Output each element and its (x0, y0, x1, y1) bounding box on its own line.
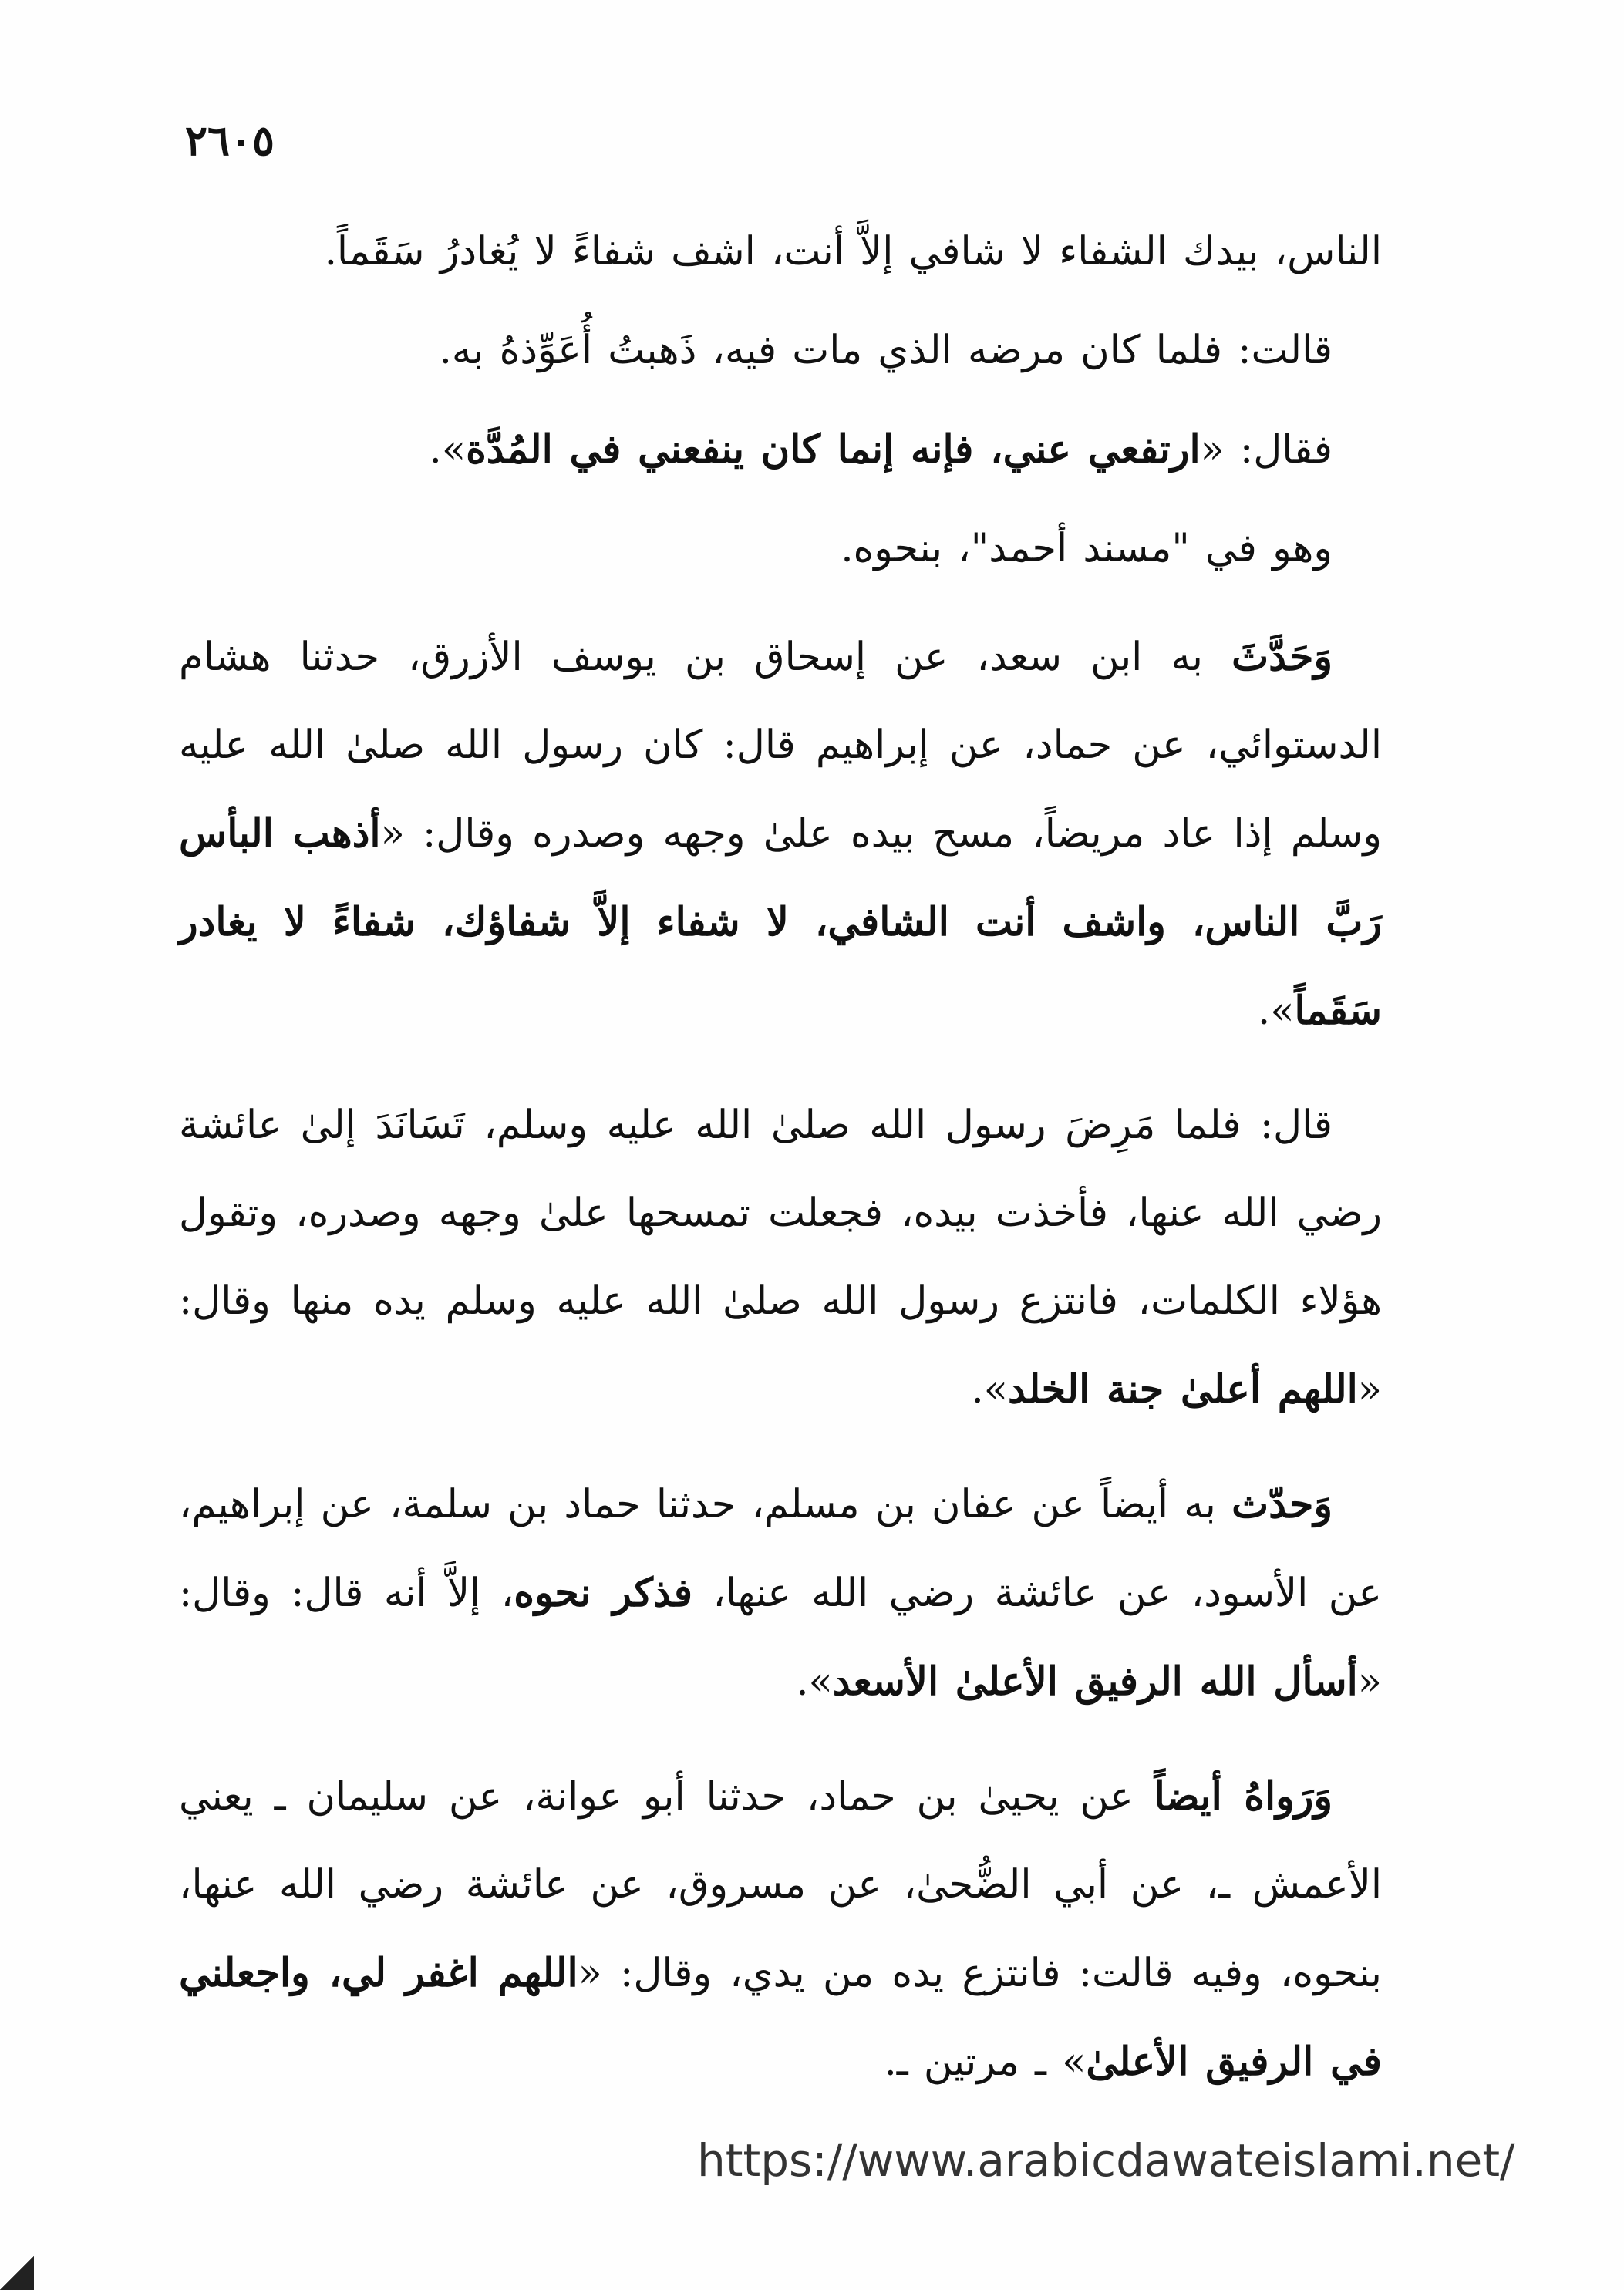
paragraph-4-text: وهو في "مسند أحمد"، بنحوه. (841, 526, 1333, 571)
paragraph-5-text-b: ». (1258, 988, 1295, 1034)
paragraph-4 (179, 505, 1382, 593)
paragraph-6-text-b: ». (971, 1367, 1008, 1413)
paragraph-7-quote: أسأل الله الرفيق الأعلىٰ الأسعد (832, 1659, 1358, 1705)
paragraph-3 (179, 406, 1382, 494)
paragraph-5-lead: وَحَدَّثَ (1231, 634, 1333, 680)
paragraph-5 (179, 613, 1382, 1056)
paragraph-1 (179, 208, 1382, 296)
footer-url: https://www.arabicdawateislami.net/ (697, 2134, 1515, 2187)
paragraph-8 (179, 1753, 1382, 2106)
paragraph-5-quote: أذهب البأس رَبَّ الناس، واشف أنت الشافي، لا شفاء إلاَّ شفاؤك، شفاءً لا يغادر سَقَماً (179, 810, 1382, 1034)
paragraph-7-text-c: ». (796, 1659, 833, 1705)
paragraph-7 (179, 1460, 1382, 1726)
paragraph-7-lead: وَحدّث (1231, 1481, 1333, 1527)
paragraph-3-text-a: فقال: « (1200, 427, 1333, 473)
paragraph-7-text-a: به أيضاً عن عفان بن مسلم، حدثنا حماد بن سلمة، عن إبراهيم، عن الأسود، عن عائشة رضي الله عنها، (179, 1482, 1382, 1616)
corner-scan-mark (0, 2256, 34, 2290)
paragraph-6-text-a: قال: فلما مَرِضَ رسول الله صلىٰ الله عليه وسلم، تَسَانَدَ إلىٰ عائشة رضي الله عنها، فأخذت بيده، فجعلت تمسحها علىٰ وجهه وصدره، وتقول هؤلاء الكلمات، فانتزع رسول الله صلىٰ الله عليه وسلم يده منها وقال: « (179, 1103, 1382, 1413)
paragraph-5-text-a: به ابن سعد، عن إسحاق بن يوسف الأزرق، حدثنا هشام الدستوائي، عن حماد، عن إبراهيم قال: كان رسول الله صلىٰ الله عليه وسلم إذا عاد مريضاً، مسح بيده علىٰ وجهه وصدره وقال: « (179, 635, 1382, 857)
paragraph-3-text-b: ». (429, 427, 467, 473)
paragraph-6 (179, 1082, 1382, 1434)
paragraph-6-quote: اللهم أعلىٰ جنة الخلد (1007, 1366, 1358, 1413)
paragraph-8-lead: وَرَواهُ أيضاً (1154, 1773, 1333, 1820)
paragraph-7-emphasis: فذكر نحوه (514, 1570, 692, 1616)
paragraph-8-quote: اللهم اغفر لي، واجعلني في الرفيق الأعلىٰ (179, 1950, 1382, 2085)
paragraph-2-text: قالت: فلما كان مرضه الذي مات فيه، ذَهبتُ أُعَوِّذهُ به. (439, 328, 1333, 373)
paragraph-8-text-a: عن يحيىٰ بن حماد، حدثنا أبو عوانة، عن سليمان ـ يعني الأعمش ـ، عن أبي الضُّحىٰ، عن مسروق، عن عائشة رضي الله عنها، بنحوه، وفيه قالت: فانتزع يده من يدي، وقال: « (179, 1774, 1382, 1996)
paragraph-1-text: الناس، بيدك الشفاء لا شافي إلاَّ أنت، اشف شفاءً لا يُغادرُ سَقَماً. (324, 229, 1382, 274)
page-number: ٢٦٠٥ (185, 116, 275, 165)
body-text (179, 208, 1382, 2106)
paragraph-3-quote: ارتفعي عني، فإنه إنما كان ينفعني في المُدَّة (466, 426, 1201, 473)
paragraph-8-text-b: » ـ مرتين ـ. (884, 2039, 1087, 2085)
paragraph-2 (179, 307, 1382, 395)
paragraph-7-text-b: ، إلاَّ أنه قال: وقال: « (179, 1571, 1382, 1705)
